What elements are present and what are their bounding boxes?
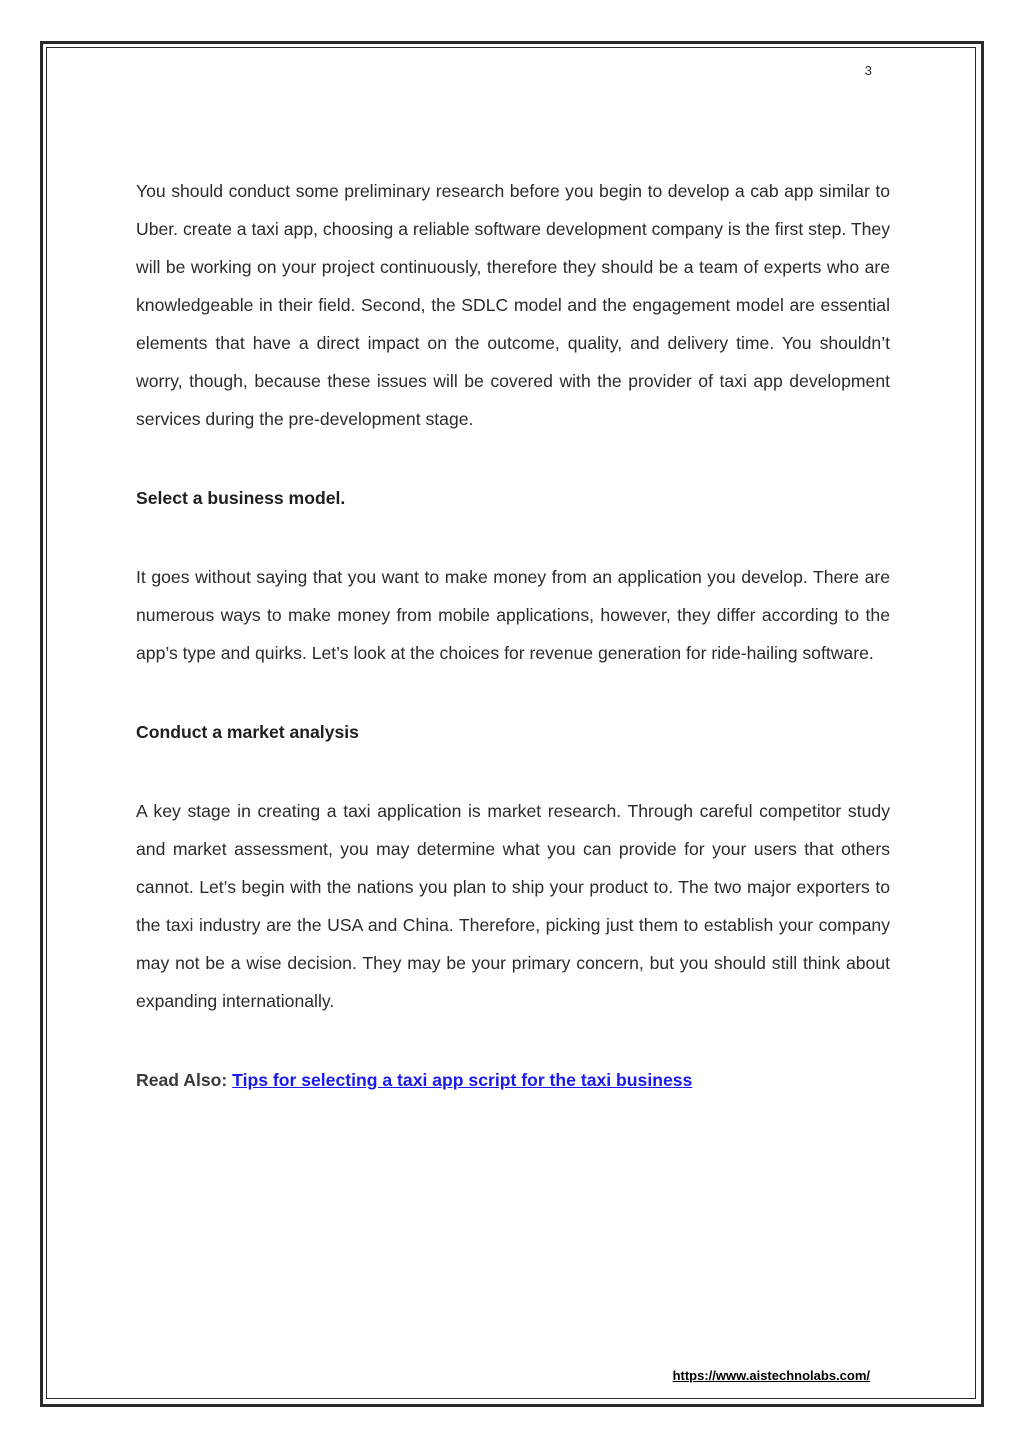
spacer bbox=[136, 1020, 890, 1061]
market-analysis-paragraph: A key stage in creating a taxi application is market research. Through careful competitor study and market assessment, you may determine what you can provide for your users that others cannot. Let’s begin with the nations you plan to ship your product to. The two major exporters to the taxi industry are the USA and China. Therefore, picking just them to establish your company may not be a wise decision. They may be your primary concern, but you should still think about expanding internationally. bbox=[136, 801, 890, 1011]
business-model-paragraph: It goes without saying that you want to make money from an application you develop. There are numerous ways to make money from mobile applications, however, they differ according to the app’s type and quirks. Let’s look at the choices for revenue generation for ride-hailing software. bbox=[136, 567, 890, 663]
page-number: 3 bbox=[864, 63, 872, 78]
spacer bbox=[136, 517, 890, 558]
read-also-link[interactable]: Tips for selecting a taxi app script for the taxi business bbox=[232, 1070, 693, 1090]
intro-paragraph: You should conduct some preliminary research before you begin to develop a cab app similar to Uber. create a taxi app, choosing a reliable software development company is the first step. They will be working on your project continuously, therefore they should be a team of experts who are knowledgeable in their field. Second, the SDLC model and the engagement model are essential elements that have a direct impact on the outcome, quality, and delivery time. You shouldn’t worry, though, because these issues will be covered with the provider of taxi app development services during the pre-development stage. bbox=[136, 181, 890, 429]
section-heading-market-analysis: Conduct a market analysis bbox=[136, 722, 359, 742]
footer-url-link[interactable]: https://www.aistechnolabs.com/ bbox=[672, 1368, 870, 1383]
read-also-line bbox=[136, 1061, 890, 1099]
document-body bbox=[136, 172, 890, 1099]
read-also-label: Read Also: bbox=[136, 1070, 233, 1090]
spacer bbox=[136, 672, 890, 713]
section-heading-business-model: Select a business model. bbox=[136, 488, 346, 508]
spacer bbox=[136, 438, 890, 479]
spacer bbox=[136, 751, 890, 792]
